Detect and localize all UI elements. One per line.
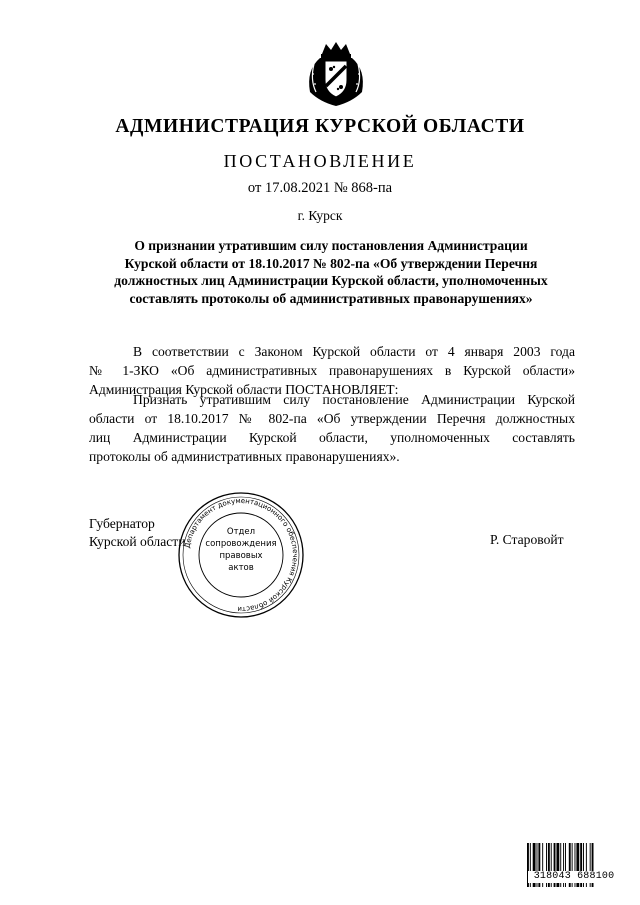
document-subject	[88, 237, 574, 307]
paragraph-line: Признать утратившим силу постановление Администрации Курской	[133, 392, 575, 407]
document-type: ПОСТАНОВЛЕНИЕ	[223, 151, 417, 171]
subject-line: О признании утратившим силу постановления Администрации	[134, 238, 528, 253]
paragraph-line: лиц Администрации Курской области, уполномоченных составлять	[89, 430, 575, 445]
office-stamp	[176, 490, 306, 620]
signatory-title	[89, 515, 186, 551]
subject-line: составлять протоколы об административных правонарушениях»	[129, 290, 533, 306]
stamp-center-line: Отдел	[226, 527, 256, 537]
signatory-title-line: Курской области	[89, 534, 186, 549]
body-paragraph-2	[89, 390, 575, 466]
barcode-number: 318043 688100	[528, 871, 620, 883]
stamp-center-line: сопровождения	[205, 539, 277, 549]
coat-of-arms-emblem	[300, 40, 372, 108]
stamp-center-line: правовых	[219, 551, 263, 561]
document-city: г. Курск	[297, 208, 343, 223]
paragraph-line: протоколы об административных правонарушениях».	[89, 449, 400, 464]
paragraph-line: № 1-ЗКО «Об административных правонарушениях в Курской области»	[89, 363, 575, 378]
organization-name: АДМИНИСТРАЦИЯ КУРСКОЙ ОБЛАСТИ	[115, 116, 525, 137]
paragraph-line: Администрация Курской области ПОСТАНОВЛЯЕТ:	[89, 382, 399, 397]
subject-line: Курской области от 18.10.2017 № 802-па «Об утверждении Перечня	[124, 255, 538, 271]
signatory-name: Р. Старовойт	[490, 532, 564, 547]
stamp-ring-text: Департамент документационного обеспечения Курской области	[183, 496, 300, 614]
paragraph-line: области от 18.10.2017 № 802-па «Об утверждении Перечня должностных	[89, 411, 575, 426]
paragraph-line: В соответствии с Законом Курской области от 4 января 2003 года	[133, 344, 575, 359]
signatory-title-line: Губернатор	[89, 516, 155, 531]
stamp-center-line: актов	[228, 563, 254, 573]
subject-line: должностных лиц Администрации Курской области, уполномоченных	[114, 273, 548, 288]
document-date-number: от 17.08.2021 № 868-па	[247, 180, 393, 196]
